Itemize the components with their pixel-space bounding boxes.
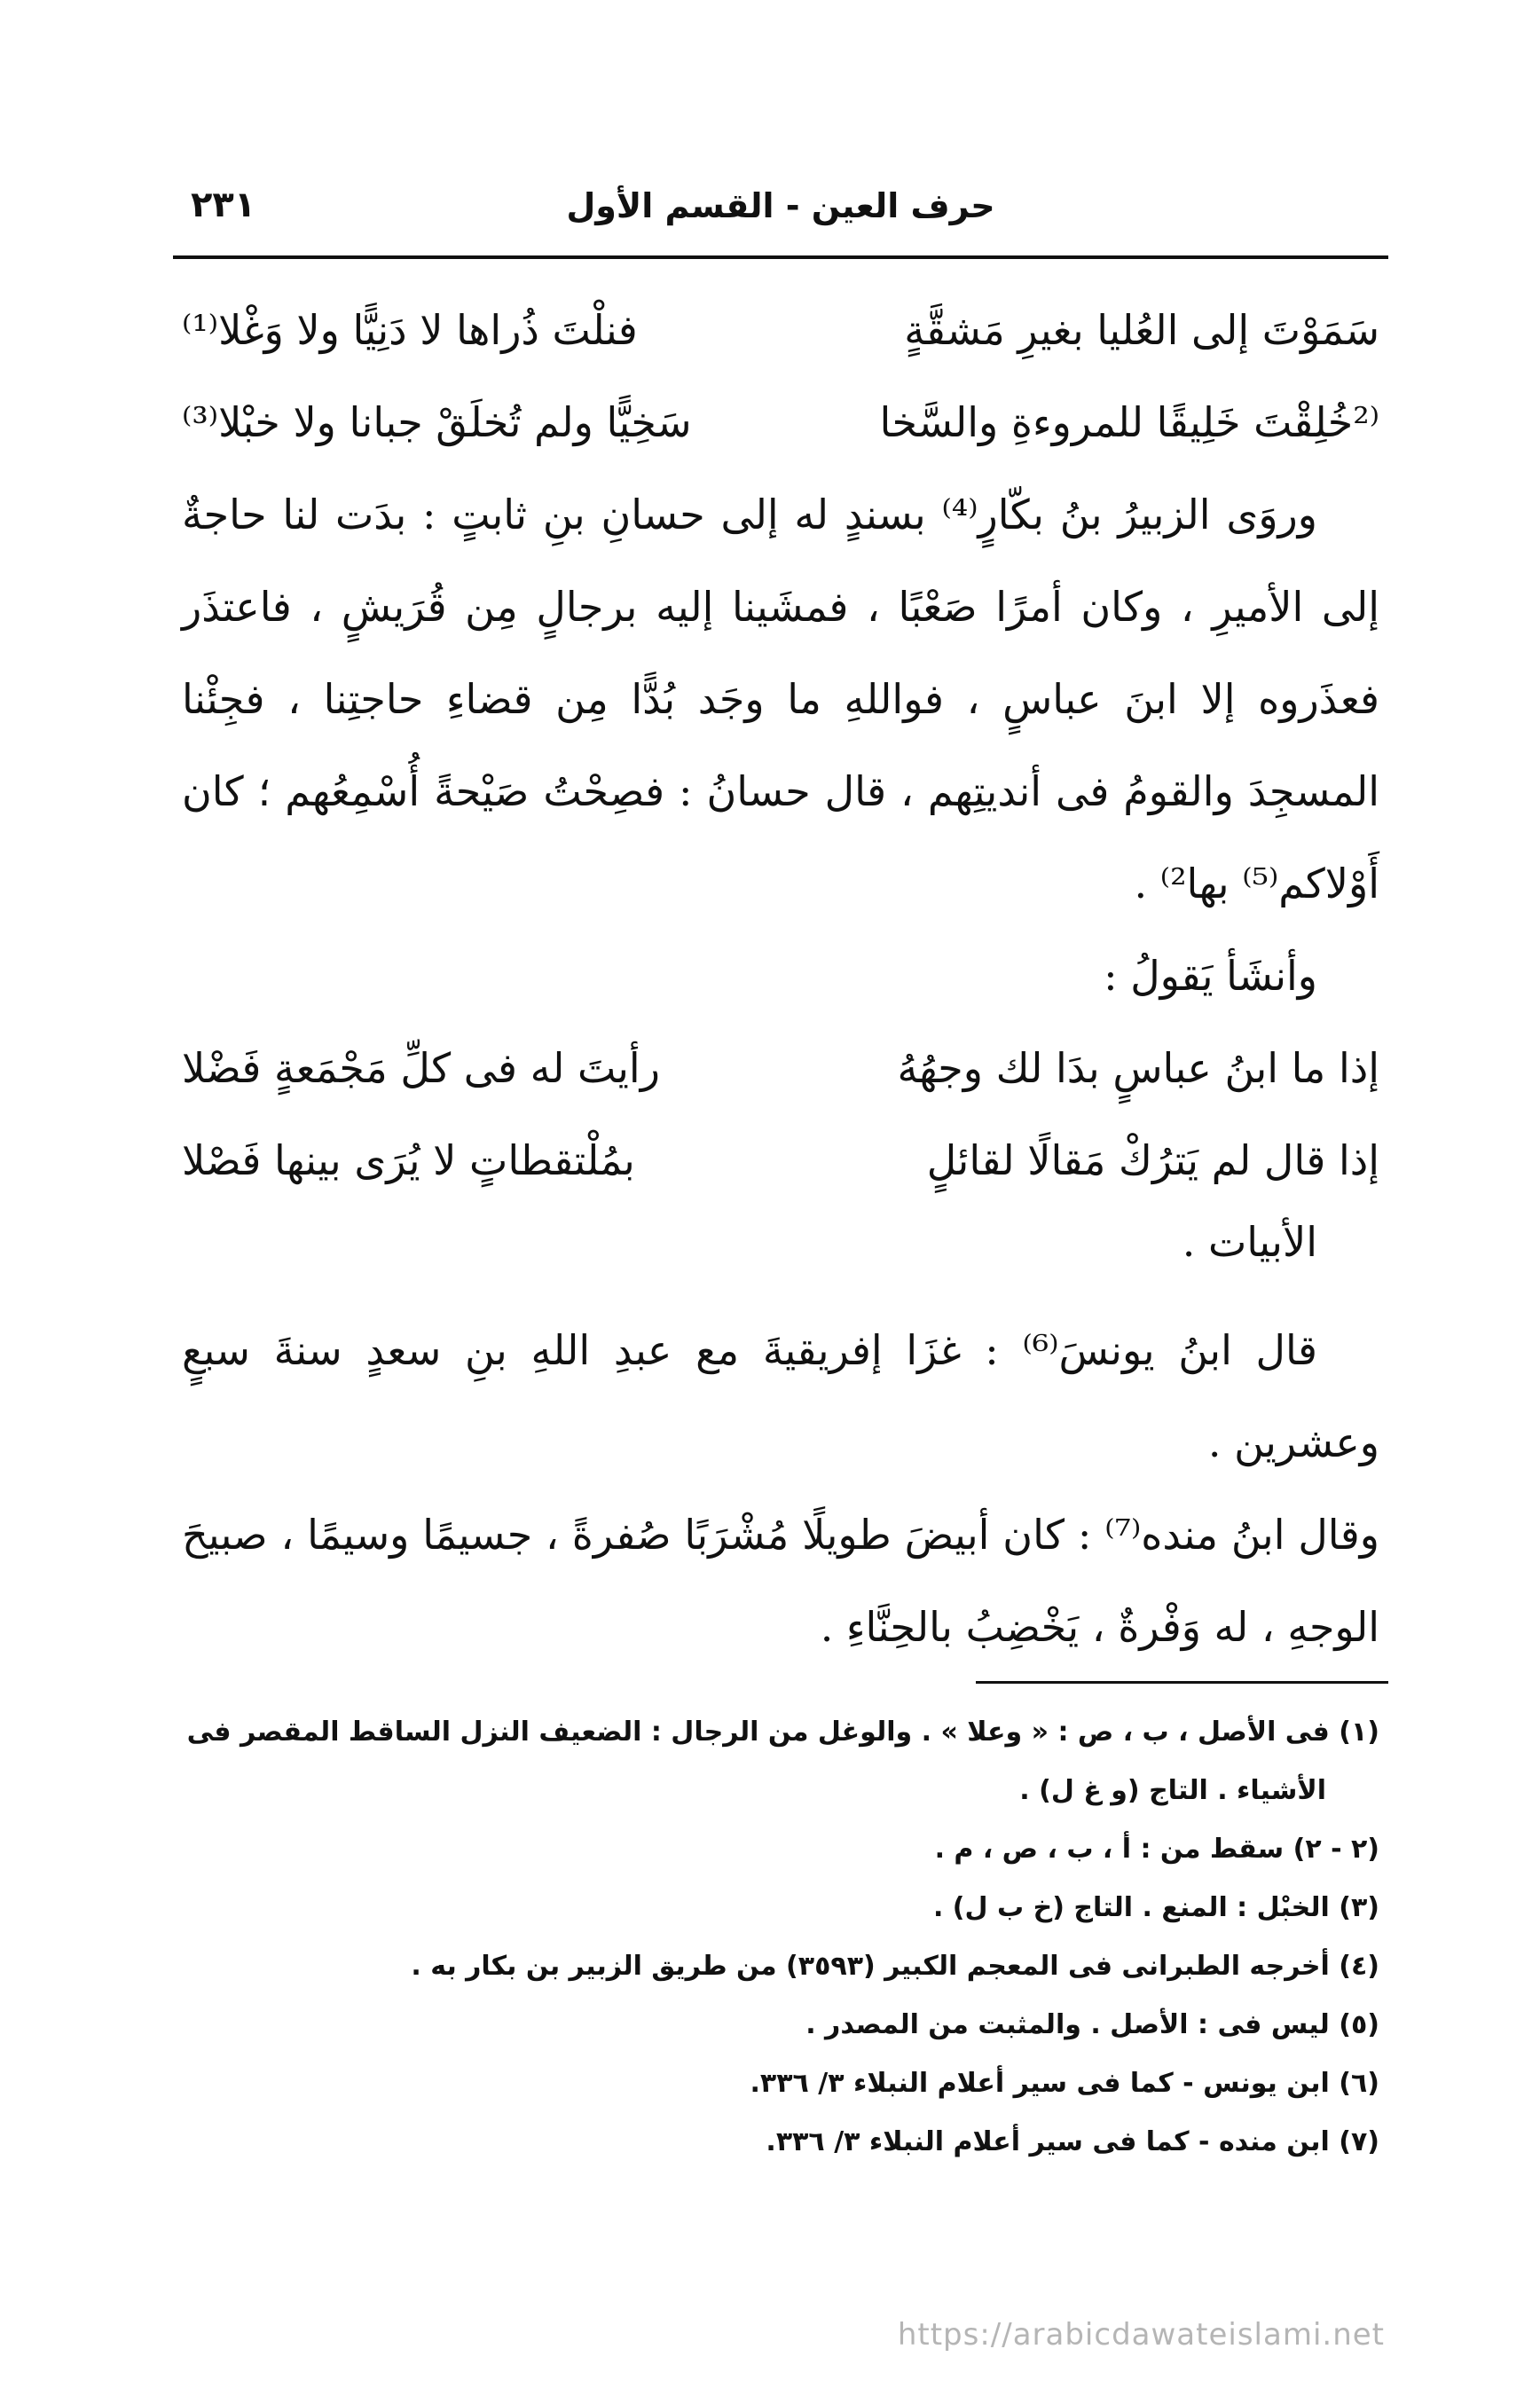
footnote-4: (٤) أخرجه الطبرانى فى المعجم الكبير (٣٥٩٣) من طريق الزبير بن بكار به . xyxy=(411,1951,1379,1982)
footnote-separator xyxy=(976,1681,1388,1684)
paragraph-zubayr-narration: وروَى الزبيرُ بنُ بكّارٍ⁽⁴⁾ بسندٍ له إلى حسانِ بنِ ثابتٍ : بدَت لنا حاجةٌ إلى الأميرِ ، وكان أمرًا صَعْبًا ، فمشَينا إليه برجالٍ مِن قُرَيشٍ ، فاعتذَر فعذَروه إلا ابنَ عباسٍ ، فواللهِ ما وجَد بُدًّا مِن قضاءِ حاجتِنا ، فجِئْنا المسجِدَ والقومُ فى أنديتِهم ، قال حسانُ : فصِحْتُ صَيْحةً أُسْمِعُهم ؛ كان أَوْلاكم⁽⁵⁾ بها²⁾ . xyxy=(182,491,1379,907)
verse-left-hemistich: سَخِيًّا ولم تُخلَقْ جبانا ولا خبْلا⁽³⁾ xyxy=(182,398,692,446)
running-title: حرف العين - القسم الأول xyxy=(566,186,995,225)
footnote-text: (١) فى الأصل ، ب ، ص : « وعلا » . والوغل من الرجال : الضعيف النزل الساقط المقصر فى xyxy=(186,1717,1379,1748)
paragraph-ibn-yunus: قال ابنُ يونسَ⁽⁶⁾ : غزَا إفريقيةَ مع عبدِ اللهِ بنِ سعدٍ سنةَ سبعٍ وعشرين . xyxy=(182,1326,1379,1466)
footnote-5: (٥) ليس فى : الأصل . والمثبت من المصدر . xyxy=(805,2009,1379,2040)
footnote-1 xyxy=(173,1703,1388,1820)
verse-left-hemistich: فنلْتَ ذُراها لا دَنِيًّا ولا وَغْلا⁽¹⁾ xyxy=(182,306,638,354)
verse-line xyxy=(173,284,1388,376)
verse-right-hemistich: إذا قال لم يَترُكْ مَقالًا لقائلٍ xyxy=(926,1136,1379,1184)
page-header xyxy=(173,177,1388,240)
footnotes xyxy=(173,1703,1388,2172)
spacer xyxy=(173,1277,1388,1304)
footnote-3: (٣) الخبْل : المنع . التاج (خ ب ل) . xyxy=(932,1892,1379,1923)
verse-left-hemistich: بمُلْتقطاتٍ لا يُرَى بينها فَصْلا xyxy=(182,1136,635,1184)
page-number: ٢٣١ xyxy=(191,185,256,225)
verse-line xyxy=(173,376,1388,468)
paragraph-recited: وأنشَأ يَقولُ : xyxy=(1104,952,1317,1000)
footnote-2: (٢ - ٢) سقط من : أ ، ب ، ص ، م . xyxy=(934,1834,1379,1865)
paragraph-ibn-mandah: وقال ابنُ منده⁽⁷⁾ : كان أبيضَ طويلًا مُشْرَبًا صُفرةً ، جسيمًا وسيمًا ، صبيحَ الوجهِ ، له وَفْرةٌ ، يَخْضِبُ بالحِنَّاءِ . xyxy=(182,1511,1379,1651)
verse-left-hemistich: رأيتَ له فى كلِّ مَجْمَعةٍ فَضْلا xyxy=(182,1044,660,1092)
footnote-7: (٧) ابن منده - كما فى سير أعلام النبلاء ٣/ ٣٣٦. xyxy=(766,2126,1379,2157)
header-rule xyxy=(173,255,1388,259)
verse-line xyxy=(173,1022,1388,1114)
verse-right-hemistich: ⁽²خُلِقْتَ خَلِيقًا للمروءةِ والسَّخا xyxy=(879,398,1379,446)
verse-right-hemistich: إذا ما ابنُ عباسٍ بدَا لك وجهُهُ xyxy=(897,1044,1379,1092)
source-watermark: https://arabicdawateislami.net xyxy=(897,2317,1385,2353)
verse-right-hemistich: سَمَوْتَ إلى العُليا بغيرِ مَشقَّةٍ xyxy=(904,306,1379,354)
footnote-continuation: الأشياء . التاج (و غ ل) . xyxy=(1019,1775,1326,1806)
paragraph-verses-note: الأبيات . xyxy=(1182,1218,1317,1266)
footnote-6: (٦) ابن يونس - كما فى سير أعلام النبلاء ٣/ ٣٣٦. xyxy=(750,2068,1379,2099)
verse-line xyxy=(173,1114,1388,1206)
main-text xyxy=(173,275,1388,1673)
